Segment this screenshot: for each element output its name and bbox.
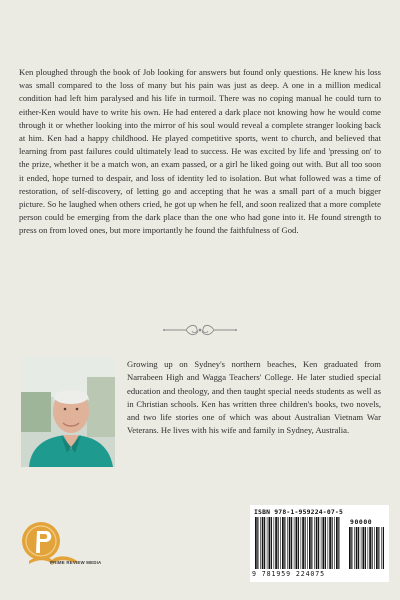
barcode-bar — [328, 517, 329, 569]
barcode-bar — [260, 517, 261, 569]
barcode-bar — [318, 517, 319, 569]
barcode-bar — [332, 517, 333, 569]
barcode-bar — [316, 517, 318, 569]
barcode-bar — [314, 517, 315, 569]
barcode-bar — [358, 527, 359, 569]
barcode-bar — [363, 527, 365, 569]
isbn-label: ISBN 978-1-959224-07-5 — [254, 508, 344, 516]
barcode-bar — [302, 517, 304, 569]
ornament-divider-icon — [160, 322, 240, 338]
barcode-bar — [307, 517, 308, 569]
barcode-bar — [321, 517, 322, 569]
barcode-bar — [329, 517, 331, 569]
barcode-bar — [296, 517, 298, 569]
barcode-bar — [338, 517, 339, 569]
barcode-bar — [368, 527, 369, 569]
barcode-bar — [269, 517, 271, 569]
barcode-bar — [282, 517, 284, 569]
price-code: 90000 — [350, 518, 373, 526]
barcode-bar — [271, 517, 272, 569]
barcode-bar — [298, 517, 299, 569]
barcode-bar — [351, 527, 352, 569]
barcode-bar — [280, 517, 281, 569]
author-bio-text: Growing up on Sydney's northern beaches, Ken graduated from Narrabeen High and Wagga Teachers' College. He later studied special education and theology, and then taught special needs students as well as in Christian schools. Ken has written three children's books, two novels, and two life stories one of which was about Australian Vietnam War Veterans. He lives with his wife and family in Sydney, Australia. — [127, 359, 381, 436]
barcode-bar — [305, 517, 306, 569]
barcode-bar — [294, 517, 295, 569]
barcode-bar — [365, 527, 366, 569]
barcode-bar — [325, 517, 326, 569]
barcode-bar — [284, 517, 285, 569]
barcode-bar — [255, 517, 257, 569]
barcode-bar — [267, 517, 268, 569]
barcode-bar — [383, 527, 384, 569]
publisher-name: PRIME REVIEW MEDIA — [50, 560, 102, 565]
barcode-bar — [376, 527, 378, 569]
barcode-bar — [311, 517, 312, 569]
addon-barcode-icon — [348, 527, 384, 569]
barcode-bar — [264, 517, 265, 569]
barcode-bar — [381, 527, 382, 569]
barcode-bar — [309, 517, 311, 569]
barcode-bar — [334, 517, 335, 569]
barcode-bar — [336, 517, 338, 569]
barcode-bar — [274, 517, 275, 569]
ean-barcode-icon — [254, 517, 342, 569]
barcode-bar — [278, 517, 279, 569]
barcode-bar — [372, 527, 373, 569]
barcode-bar — [378, 527, 379, 569]
barcode-bar — [374, 527, 375, 569]
barcode-bar — [275, 517, 277, 569]
barcode-bar — [354, 527, 355, 569]
barcode-bar — [323, 517, 325, 569]
barcode-bar — [369, 527, 371, 569]
barcode-bar — [301, 517, 302, 569]
barcode-bar — [349, 527, 351, 569]
author-photo — [21, 357, 115, 467]
barcode-bar — [289, 517, 291, 569]
barcode-bar — [291, 517, 292, 569]
blurb-text: Ken ploughed through the book of Job looking for answers but found only questions. He knew his loss was small compared to the loss of many but his pain was just as deep. A one in a million medical condition had left him paralysed and his life in turmoil. There was no coping manual he could turn to either-Ken would have to write his own. He had entered a dark place not knowing how he would come through it or whether looking into the mirror of his soul would reveal a complete stranger looking back at him. Ken had a happy childhood. He played competitive sports, went to church, and believed that learning from past failures could ultimately lead to success. He was excited by life and 'pressing on' to the prize, whether it be a match won, an exam passed, or a girl he liked going out with. But all too soon it ended, hope turned to despair, and loss of identity led to isolation. But what followed was a time of restoration, of self-discovery, of letting go and accepting that he was a small part of a much bigger picture. So he laughed when others cried, he got up when he fell, and soon realized that a more complete person could be emerging from the dark place than the one who had gone into it. He found strength to press on from loved ones, but more importantly he found the faithfulness of God. — [19, 67, 381, 236]
publisher-logo-icon — [21, 517, 107, 583]
ean-digits: 9 781959 224075 — [252, 570, 326, 578]
barcode-bar — [287, 517, 288, 569]
barcode-bar — [361, 527, 362, 569]
barcode-bar — [262, 517, 264, 569]
barcode-bar — [356, 527, 358, 569]
barcode-bar — [257, 517, 258, 569]
